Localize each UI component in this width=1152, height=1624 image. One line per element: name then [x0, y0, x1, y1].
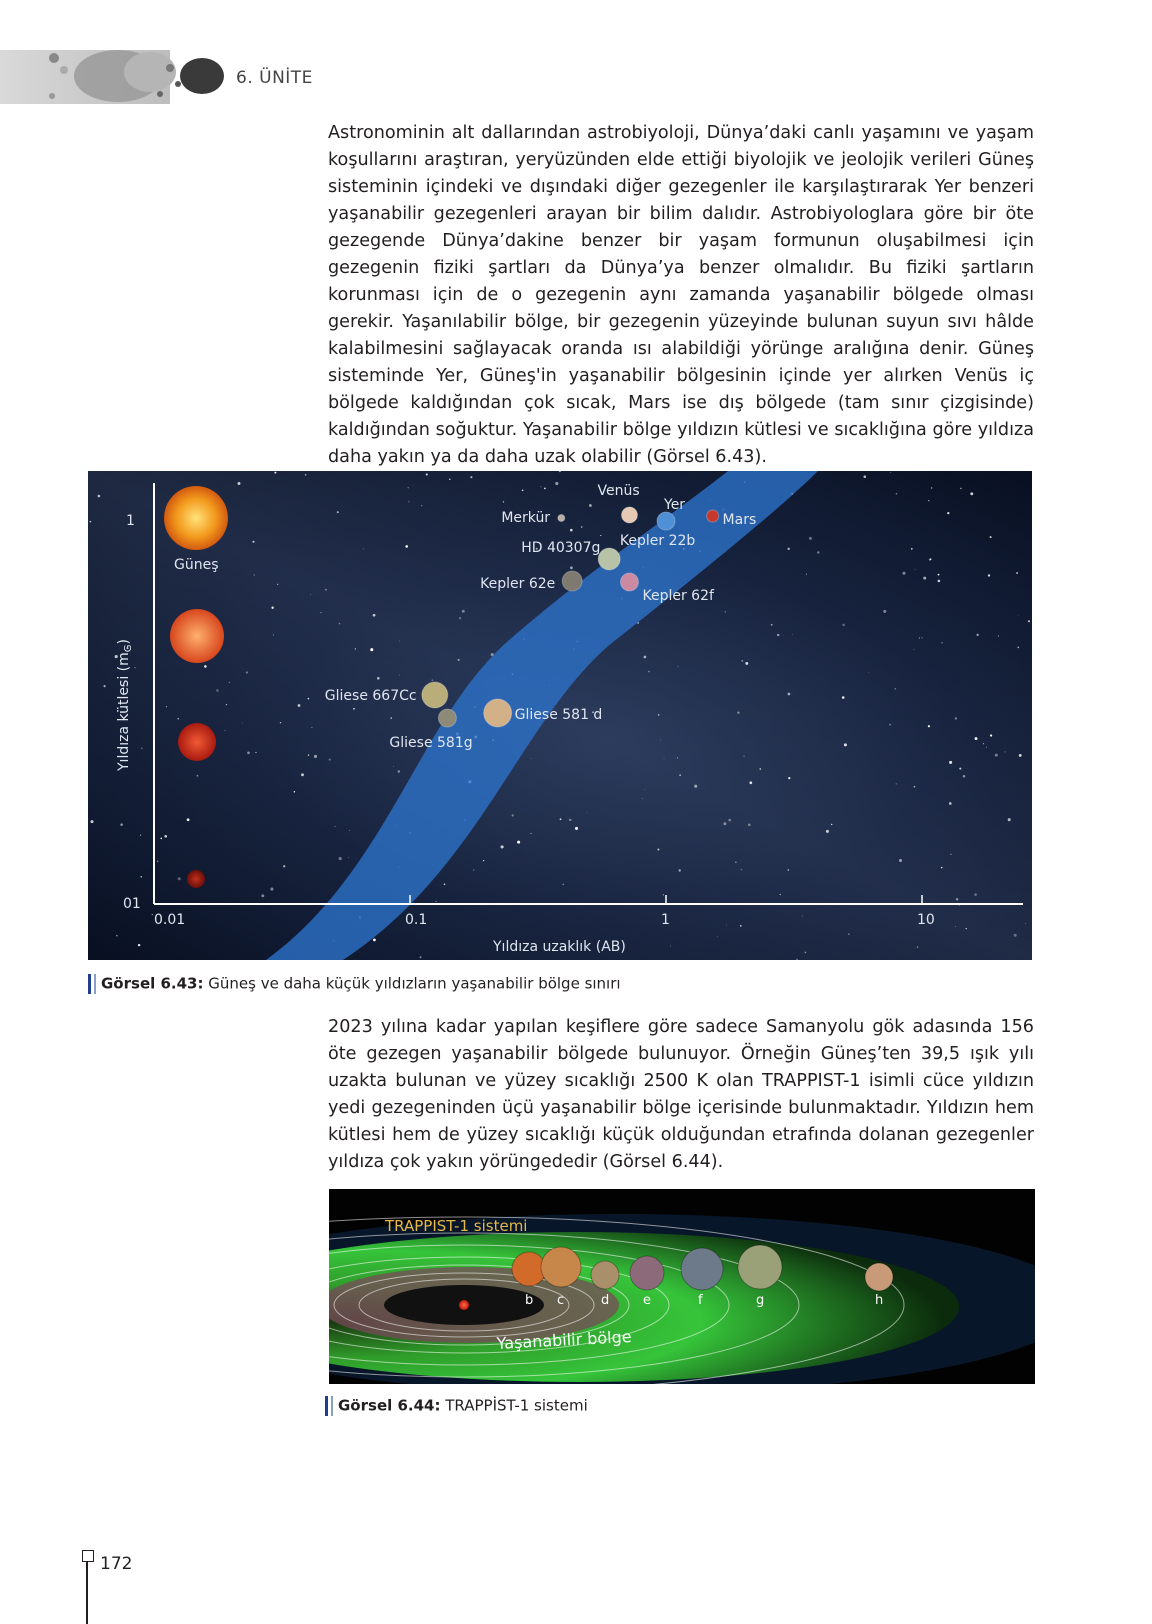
star-dot	[301, 773, 304, 776]
star-dot	[959, 768, 961, 770]
star-dot	[187, 818, 190, 821]
star-dot	[930, 558, 932, 560]
star-dot	[896, 783, 897, 784]
star-dot	[271, 607, 273, 609]
star-dot	[339, 623, 341, 625]
star-dot	[398, 770, 400, 772]
star-dot	[216, 689, 218, 691]
star-dot	[741, 660, 743, 662]
star-dot	[899, 859, 902, 862]
trappist-figure	[329, 1189, 1035, 1384]
star-dot	[431, 679, 433, 681]
star-dot	[462, 610, 465, 613]
star-dot	[737, 712, 739, 714]
star-dot	[348, 857, 349, 858]
star-dot	[98, 495, 101, 498]
star-dot	[748, 823, 751, 826]
star-dot	[587, 812, 588, 813]
star-dot	[725, 611, 726, 612]
star-dot	[817, 551, 819, 553]
planet-merk-r	[558, 515, 565, 522]
star-dot	[458, 659, 460, 661]
star-dot	[305, 474, 307, 476]
star-dot	[974, 893, 977, 896]
star-dot	[229, 682, 230, 683]
x-tick-label: 0.01	[154, 912, 186, 928]
star-dot	[103, 685, 105, 687]
star-dot	[370, 648, 373, 651]
star-dot	[252, 541, 254, 543]
sun-star	[164, 486, 228, 550]
star-dot	[522, 490, 524, 492]
trappist-planet-label: g	[756, 1293, 765, 1308]
star-dot	[391, 717, 392, 718]
star-dot	[575, 827, 578, 830]
star-dot	[809, 537, 812, 540]
unit-title: 6. ÜNİTE	[236, 68, 313, 88]
trappist-planet-label: h	[875, 1293, 884, 1308]
star-dot	[663, 894, 664, 895]
planet-label: HD 40307g	[521, 540, 601, 556]
habitable-zone-label: Yaşanabilir bölge	[496, 1326, 633, 1353]
star-dot	[197, 775, 199, 777]
star-dot	[911, 548, 913, 550]
trappist-planet-e	[630, 1256, 664, 1290]
header-circles-decoration	[40, 48, 230, 108]
star-dot	[868, 672, 869, 673]
planet-yer	[657, 512, 675, 530]
star-dot	[544, 488, 546, 490]
star-dot	[903, 572, 906, 575]
star-dot	[949, 802, 952, 805]
star-dot	[531, 758, 532, 759]
caption-bar	[325, 1396, 328, 1416]
star-dot	[749, 781, 752, 784]
star-dot	[512, 814, 514, 816]
star-dot	[955, 717, 957, 719]
star-dot	[164, 835, 167, 838]
star-dot	[644, 789, 645, 790]
star-dot	[950, 854, 951, 855]
star-dot	[806, 574, 807, 575]
star-dot	[157, 861, 159, 863]
star-dot	[363, 548, 364, 549]
star-dot	[995, 754, 998, 757]
star-dot	[914, 649, 915, 650]
star-dot	[470, 476, 472, 478]
star-dot	[600, 535, 601, 536]
star-dot	[449, 478, 451, 480]
star-dot	[787, 548, 789, 550]
page-number: 172	[100, 1554, 133, 1574]
star-dot	[1005, 751, 1006, 752]
star-dot	[1014, 934, 1017, 937]
trappist-planet-h	[865, 1263, 893, 1291]
star-dot	[864, 475, 867, 478]
star-dot	[261, 894, 264, 897]
star-dot	[140, 876, 141, 877]
star-dot	[255, 752, 256, 753]
star-k-type	[170, 609, 224, 663]
star-dot	[420, 956, 422, 958]
star-dot	[660, 740, 661, 741]
star-dot	[1028, 620, 1030, 622]
star-dot	[960, 488, 962, 490]
star-dot	[135, 667, 136, 668]
star-dot	[917, 946, 918, 947]
star-dot	[436, 901, 437, 902]
x-tick-label: 1	[661, 912, 670, 928]
star-dot	[990, 536, 992, 538]
star-dot	[928, 500, 929, 501]
star-dot	[325, 589, 327, 591]
page-margin-line	[86, 1556, 88, 1624]
page-marker	[82, 1550, 94, 1562]
star-dot	[329, 759, 331, 761]
star-dot	[589, 504, 592, 507]
star-dot	[90, 820, 93, 823]
star-dot	[726, 925, 727, 926]
star-dot	[990, 734, 992, 736]
star-dot	[204, 665, 207, 668]
star-dot	[677, 666, 678, 667]
star-dot	[277, 584, 278, 585]
trappist-planet-d	[591, 1261, 619, 1289]
star-dot	[399, 641, 400, 642]
star-dot	[501, 845, 504, 848]
star-dot	[923, 577, 926, 580]
body-paragraph-2: 2023 yılına kadar yapılan keşiflere göre sadece Samanyolu gök adasında 156 öte gezegen yaşanabilir bölgede bulunuyor. Örneğin Güneş’ten 39,5 ışık yılı uzakta bulunan ve yüzey sıcaklığı 2500 K olan TRAPPIST-1 isimli cüce yıldızın yedi gezegeninden üçü yaşanabilir bölge içerisinde bulunmaktadır. Yıldızın hem kütlesi hem de yüzey sıcaklığı küçük olduğundan etrafında dolanan gezegenler yıldıza çok yakın yörüngededir (Görsel 6.44).	[328, 1017, 1034, 1172]
star-dot	[914, 786, 916, 788]
star-dot	[883, 610, 886, 613]
star-dot	[141, 748, 142, 749]
trappist-star	[459, 1300, 469, 1310]
star-dot	[975, 737, 978, 740]
star-dot	[928, 725, 930, 727]
planet-gliese-667cc	[422, 682, 448, 708]
star-dot	[152, 914, 153, 915]
star-dot	[517, 841, 520, 844]
star-dot	[294, 791, 296, 793]
star-dot	[694, 785, 697, 788]
star-dot	[569, 819, 571, 821]
x-tick-label: 0.1	[405, 912, 428, 928]
trappist-illustration	[329, 1189, 1035, 1384]
star-dot	[678, 869, 680, 871]
star-dot	[555, 482, 558, 485]
star-dot	[919, 638, 920, 639]
star-dot	[1016, 572, 1018, 574]
star-m-type	[178, 723, 216, 761]
star-dot	[540, 486, 541, 487]
star-dot	[788, 693, 791, 696]
star-dot	[373, 614, 376, 617]
star-dot	[976, 634, 978, 636]
star-dot	[947, 512, 949, 514]
star-dot	[895, 688, 897, 690]
caption-text: Güneş ve daha küçük yıldızların yaşanabilir bölge sınırı	[203, 974, 621, 993]
star-dot	[890, 472, 891, 473]
planet-label: Yer	[664, 497, 686, 513]
star-dot	[377, 677, 380, 680]
star-dot	[718, 937, 719, 938]
star-dot	[140, 835, 141, 836]
trappist-planet-g	[738, 1245, 782, 1289]
star-dot	[741, 869, 743, 871]
star-dot	[311, 727, 312, 728]
planet-label: Kepler 62e	[480, 576, 556, 592]
star-dot	[956, 898, 958, 900]
star-dot	[138, 944, 140, 946]
star-dot	[337, 511, 339, 513]
star-dot	[373, 939, 376, 942]
caption-label: Görsel 6.43:	[101, 974, 204, 993]
star-dot	[787, 869, 789, 871]
star-dot	[745, 662, 748, 665]
star-dot	[777, 634, 779, 636]
star-dot	[353, 708, 355, 710]
star-dot	[349, 830, 350, 831]
star-dot	[1019, 754, 1022, 757]
star-dot	[405, 545, 408, 548]
star-dot	[723, 822, 726, 825]
caption-label: Görsel 6.44:	[338, 1396, 441, 1415]
star-dot	[966, 928, 967, 929]
star-dot	[242, 723, 243, 724]
planet-label: Venüs	[597, 483, 640, 499]
star-dot	[408, 487, 409, 488]
star-dot	[178, 877, 181, 880]
star-dot	[658, 714, 660, 716]
figure-6-43-caption	[88, 974, 621, 994]
star-dot	[1025, 923, 1026, 924]
trappist-title: TRAPPIST-1 sistemi	[385, 1217, 528, 1235]
star-dot	[225, 730, 226, 731]
star-dot	[247, 751, 250, 754]
planet-gliese-581-d	[484, 699, 512, 727]
star-dot	[848, 933, 850, 935]
habitable-zone-chart	[88, 471, 1032, 960]
figure-6-44-caption	[325, 1396, 588, 1416]
star-dot	[896, 493, 898, 495]
star-dot	[335, 826, 336, 827]
body-paragraph-1: Astronominin alt dallarından astrobiyoloji, Dünya’daki canlı yaşamını ve yaşam koşullarını araştıran, yeryüzünden elde ettiği biyolojik ve jeolojik verileri Güneş sisteminin içindeki ve dışındaki diğer gezegenler ile karşılaştırarak Yer benzeri yaşanabilir gezegenleri arayan bir bilim dalıdır. Astrobiyologlara göre bir öte gezegende Dünya’dakine benzer bir yaşam formunun oluşabilmesi için gezegenin fiziki şartları da Dünya’ya benzer olmalıdır. Bu fiziki şartların korunması için de o gezegenin aynı zamanda yaşanabilir bölgede olması gerekir. Yaşanılabilir bölge, bir gezegenin yüzeyinde bulunan suyun sıvı hâlde kalabilmesini sağlayacak oranda ısı alabildiği yörünge aralığına denir. Güneş sisteminde Yer, Güneş'in yaşanabilir bölgesinin içinde yer alırken Venüs iç bölgede kaldığından çok sıcak, Mars ise dış bölgede (tam sınır çizgisinde) kaldığından soğuktur. Yaşanabilir bölge yıldızın kütlesi ve sıcaklığına göre yıldıza daha yakın ya da daha uzak olabilir (Görsel 6.43).	[328, 123, 1034, 467]
planet-kepler-62e	[562, 571, 582, 591]
star-dot	[941, 642, 943, 644]
star-dot	[780, 894, 781, 895]
star-dot	[941, 867, 942, 868]
trappist-planet-label: c	[557, 1293, 565, 1308]
star-dot	[889, 724, 891, 726]
planet-label: Gliese 581g	[389, 735, 473, 751]
star-dot	[743, 756, 744, 757]
star-red-dwarf	[187, 870, 205, 888]
star-dot	[298, 704, 301, 707]
planet-kepler-62f	[620, 573, 638, 591]
star-dot	[280, 722, 281, 723]
star-dot	[988, 574, 990, 576]
caption-bar-light	[331, 1396, 333, 1416]
star-dot	[530, 833, 531, 834]
star-dot	[648, 671, 649, 672]
star-dot	[116, 935, 117, 936]
star-dot	[963, 775, 966, 778]
planet-hd-40307g	[598, 548, 620, 570]
star-dot	[560, 818, 562, 820]
star-dot	[644, 656, 647, 659]
star-dot	[408, 501, 409, 502]
star-dot	[399, 675, 400, 676]
star-dot	[949, 761, 952, 764]
star-dot	[759, 768, 760, 769]
star-dot	[1018, 616, 1019, 617]
y-axis-label: Yıldıza kütlesi $(m_G)$	[116, 639, 134, 771]
star-dot	[459, 617, 461, 619]
star-dot	[310, 594, 311, 595]
trappist-planet-label: d	[601, 1293, 610, 1308]
planet-label: Kepler 62f	[642, 588, 714, 604]
trappist-planet-label: b	[525, 1293, 534, 1308]
x-tick-label: 10	[917, 912, 935, 928]
star-dot	[308, 698, 310, 700]
planet-label: Merkür	[501, 510, 551, 526]
trappist-planet-label: f	[698, 1293, 703, 1308]
star-dot	[792, 634, 793, 635]
star-dot	[983, 743, 984, 744]
star-dot	[670, 946, 671, 947]
star-dot	[444, 884, 446, 886]
planet-gliese-581g	[438, 709, 456, 727]
star-dot	[1017, 647, 1019, 649]
caption-text: TRAPPİST-1 sistemi	[440, 1396, 588, 1415]
star-dot	[915, 569, 916, 570]
star-dot	[246, 671, 248, 673]
star-dot	[483, 860, 484, 861]
x-axis-label: Yıldıza uzaklık (AB)	[493, 939, 626, 955]
planet-label: Gliese 581 d	[514, 707, 603, 723]
star-dot	[226, 704, 227, 705]
star-dot	[931, 487, 932, 488]
star-dot	[166, 706, 167, 707]
planet-label: Gliese 667Cc	[324, 688, 417, 704]
trappist-planet-c	[541, 1247, 581, 1287]
star-dot	[970, 492, 973, 495]
trappist-planet-f	[681, 1248, 723, 1290]
star-dot	[254, 574, 255, 575]
star-dot	[160, 838, 162, 840]
star-dot	[421, 505, 422, 506]
star-dot	[426, 473, 428, 475]
star-dot	[274, 472, 276, 474]
star-dot	[273, 634, 274, 635]
star-dot	[562, 884, 563, 885]
star-dot	[679, 774, 681, 776]
star-dot	[771, 624, 773, 626]
star-dot	[90, 521, 92, 523]
planet-label: Kepler 22b	[619, 533, 696, 549]
star-dot	[314, 755, 317, 758]
star-dot	[788, 777, 790, 779]
star-dot	[581, 526, 583, 528]
habitable-zone-figure	[88, 471, 1032, 960]
star-dot	[826, 830, 829, 833]
y-tick-1: 1	[126, 513, 135, 529]
star-dot	[120, 823, 123, 826]
star-dot	[570, 566, 573, 569]
star-dot	[842, 624, 845, 627]
star-dot	[938, 574, 940, 576]
planet-label: Mars	[722, 512, 757, 528]
caption-bar	[88, 974, 91, 994]
star-dot	[1008, 818, 1011, 821]
star-dot	[998, 636, 999, 637]
star-dot	[320, 612, 321, 613]
star-dot	[805, 952, 807, 954]
planet-ven-s	[621, 507, 637, 523]
star-dot	[740, 925, 742, 927]
star-dot	[178, 718, 179, 719]
star-dot	[270, 888, 273, 891]
star-dot	[642, 798, 643, 799]
y-tick-01: 01	[123, 896, 141, 912]
star-dot	[503, 501, 504, 502]
star-dot	[238, 482, 241, 485]
sun-label: Güneş	[174, 557, 219, 573]
star-dot	[283, 865, 285, 867]
star-dot	[802, 916, 803, 917]
star-dot	[355, 648, 356, 649]
star-dot	[339, 857, 342, 860]
caption-bar-light	[94, 974, 96, 994]
star-dot	[473, 869, 474, 870]
star-dot	[844, 743, 847, 746]
star-dot	[570, 529, 573, 532]
star-dot	[664, 758, 665, 759]
planet-mars	[707, 510, 719, 522]
star-dot	[831, 824, 832, 825]
star-dot	[955, 926, 956, 927]
star-dot	[938, 580, 941, 583]
star-dot	[921, 637, 922, 638]
trappist-planet-label: e	[643, 1293, 651, 1308]
star-dot	[728, 819, 731, 822]
star-dot	[393, 766, 394, 767]
star-dot	[735, 862, 736, 863]
star-dot	[677, 757, 678, 758]
star-dot	[657, 849, 659, 851]
star-dot	[842, 696, 845, 699]
star-dot	[308, 754, 309, 755]
star-dot	[986, 747, 987, 748]
